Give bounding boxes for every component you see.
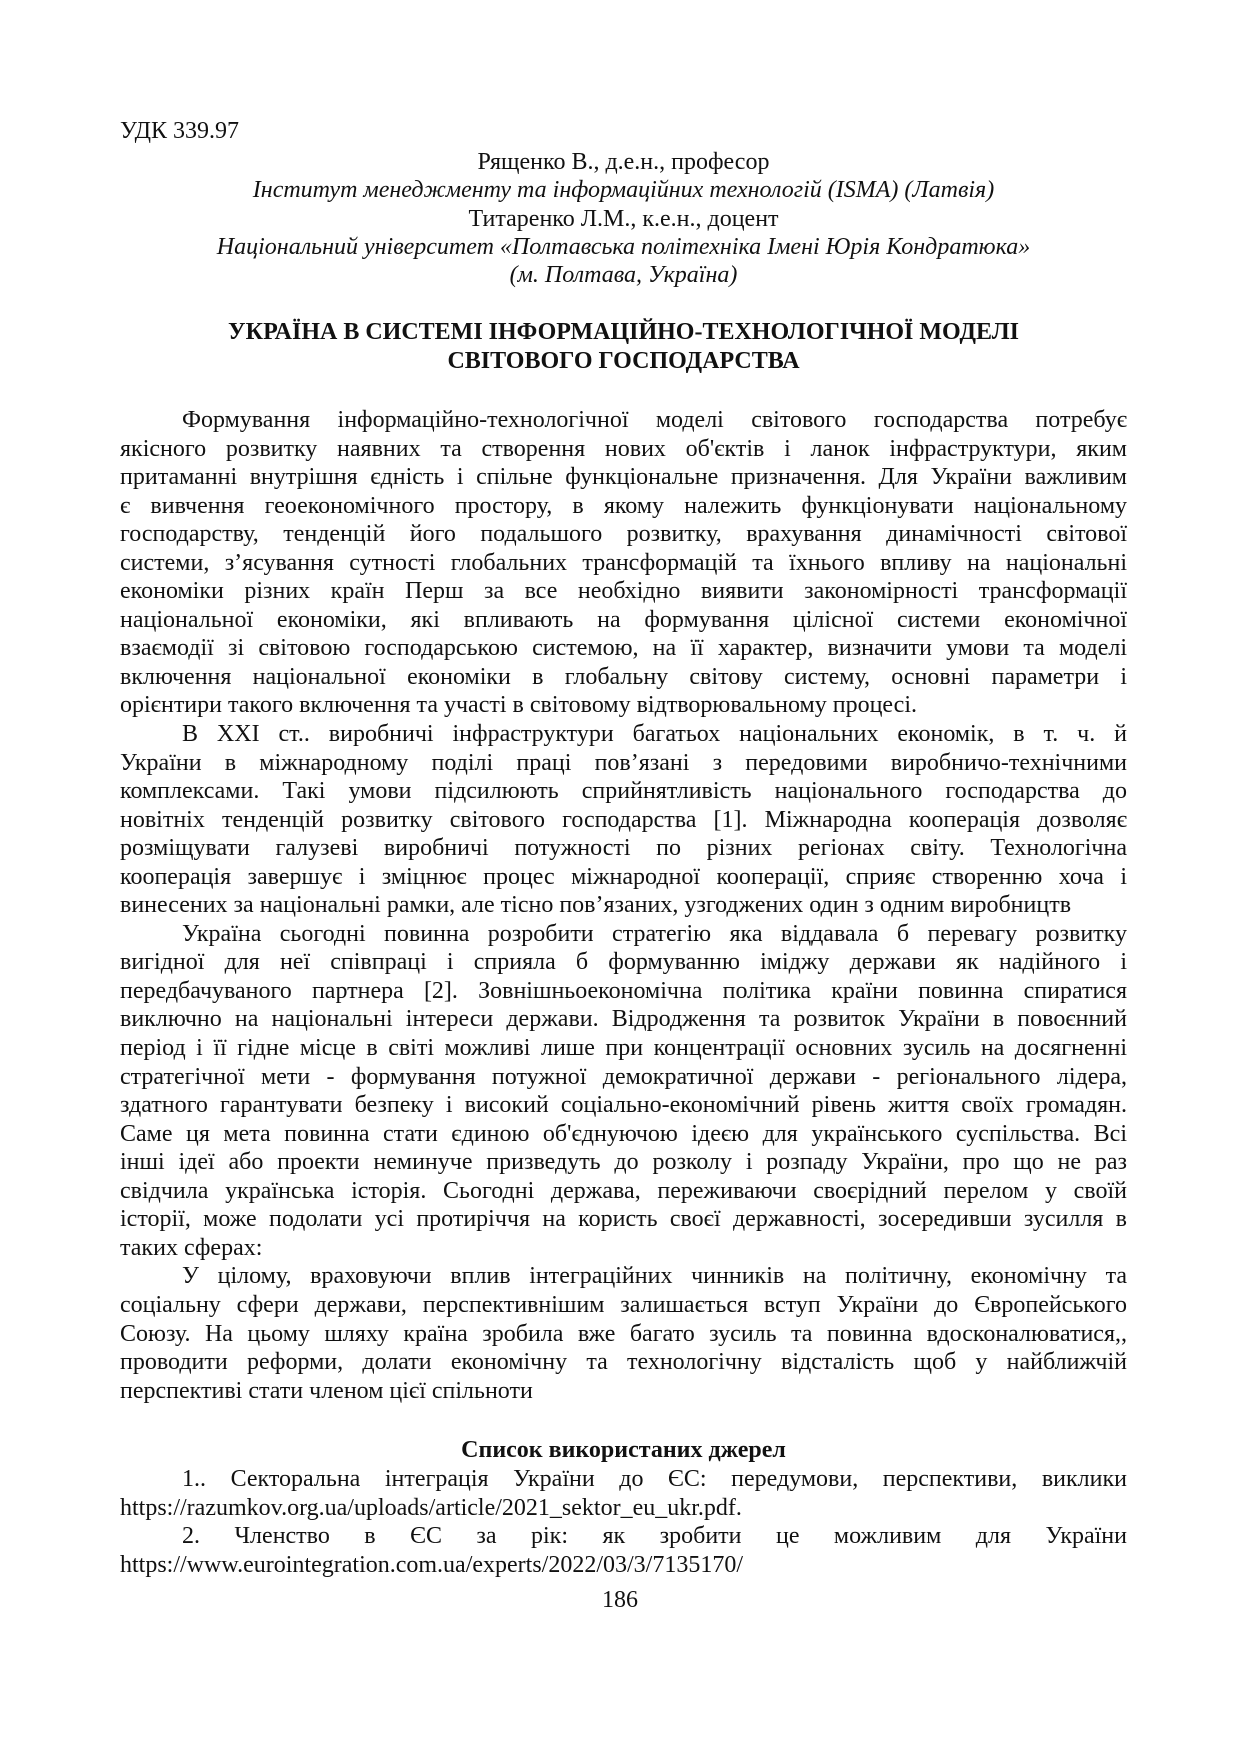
text-line: притаманні внутрішня єдність і спільне функціональне призначення. Для України важливим bbox=[120, 464, 1127, 491]
text-line: Україна сьогодні повинна розробити стратегію яка віддавала б перевагу розвитку bbox=[182, 920, 1127, 947]
paragraph bbox=[120, 1262, 1127, 1405]
text-line: комплексами. Такі умови підсилюють сприйнятливість національного господарства до bbox=[120, 778, 1127, 805]
text-line: У цілому, враховуючи вплив інтеграційних чинників на політичну, економічну та bbox=[182, 1263, 1127, 1290]
text-line: здатного гарантувати безпеку і високий соціально-економічний рівень життя своїх громадян. bbox=[120, 1092, 1127, 1119]
author-1-affiliation: Інститут менеджменту та інформаційних технологій (ISMA) (Латвія) bbox=[252, 177, 995, 204]
text-line: винесених за національні рамки, але тісно пов’язаних, узгоджених один з одним виробництв bbox=[120, 892, 1072, 919]
references-heading: Список використаних джерел bbox=[461, 1437, 786, 1463]
text-line: є вивчення геоекономічного простору, в якому належить функціонувати національному bbox=[120, 492, 1127, 519]
author-1-name: Рященко В., д.е.н., професор bbox=[477, 149, 770, 175]
author-2-name: Титаренко Л.М., к.е.н., доцент bbox=[468, 205, 779, 232]
text-line: економіки різних країн Перш за все необхідно виявити закономірності трансформації bbox=[120, 578, 1127, 605]
authors-block bbox=[120, 148, 1127, 289]
author-2-affiliation: Національний університет «Полтавська політехніка Імені Юрія Кондратюка» bbox=[216, 233, 1031, 260]
article-title bbox=[120, 318, 1127, 376]
text-line: перспективі стати членом цієї спільноти bbox=[120, 1377, 533, 1404]
text-line: стратегічної мети - формування потужної демократичної держави - регіонального лідера, bbox=[120, 1063, 1127, 1090]
text-line: період і її гідне місце в світі можливі лише при концентрації основних зусиль на досягненні bbox=[120, 1035, 1127, 1062]
reference-item bbox=[120, 1465, 1127, 1522]
text-line: національної економіки, які впливають на формування цілісної системи економічної bbox=[120, 606, 1127, 633]
text-line: орієнтири такого включення та участі в світовому відтворювальному процесі. bbox=[120, 692, 917, 719]
article-body bbox=[120, 406, 1127, 1405]
text-line: виключно на національні інтереси держави. Відродження та розвиток України в повоєнний bbox=[120, 1006, 1127, 1033]
text-line: інші ідеї або проекти неминуче призведуть до розколу і розпаду України, про що не раз bbox=[120, 1149, 1127, 1176]
text-line: соціальну сфери держави, перспективнішим залишається вступ України до Європейського bbox=[120, 1291, 1127, 1318]
title-line: СВІТОВОГО ГОСПОДАРСТВА bbox=[447, 348, 800, 374]
text-line: історії, може подолати усі протиріччя на користь своєї державності, зосередивши зусилля в bbox=[120, 1206, 1127, 1233]
page-number: 186 bbox=[602, 1587, 638, 1613]
text-line: свідчила українська історія. Сьогодні держава, переживаючи своєрідний перелом у своїй bbox=[120, 1177, 1127, 1204]
text-line: передбачуваного партнера [2]. Зовнішньоекономічна політика країни повинна спиратися bbox=[120, 977, 1127, 1004]
text-line: вигідної для неї співпраці і сприяла б формуванню іміджу держави як надійного і bbox=[120, 949, 1127, 976]
text-line: новітніх тенденцій розвитку світового господарства [1]. Міжнародна кооперація дозволяє bbox=[120, 806, 1127, 833]
title-line: УКРАЇНА В СИСТЕМІ ІНФОРМАЦІЙНО-ТЕХНОЛОГІЧНОЇ МОДЕЛІ bbox=[228, 319, 1019, 345]
text-line: В XXI ст.. виробничі інфраструктури багатьох національних економік, в т. ч. й bbox=[182, 721, 1127, 748]
paragraph bbox=[120, 720, 1127, 920]
text-line: 2. Членство в ЄС за рік: як зробити це можливим для України bbox=[182, 1523, 1127, 1549]
text-line: якісного розвитку наявних та створення нових об'єктів і ланок інфраструктури, яким bbox=[120, 435, 1127, 462]
references-list bbox=[120, 1465, 1127, 1579]
text-line: господарству, тенденцій його подальшого розвитку, врахування динамічності світової bbox=[120, 521, 1127, 548]
text-line: https://www.eurointegration.com.ua/experts/2022/03/3/7135170/ bbox=[120, 1551, 744, 1578]
text-line: проводити реформи, долати економічну та технологічну відсталість щоб у найближчій bbox=[120, 1349, 1127, 1376]
paragraph bbox=[120, 406, 1127, 720]
text-line: України в міжнародному поділі праці пов’язані з передовими виробничо-технічними bbox=[120, 749, 1127, 776]
author-2-location: (м. Полтава, Україна) bbox=[509, 262, 738, 289]
paragraph bbox=[120, 920, 1127, 1263]
udk-code: УДК 339.97 bbox=[120, 118, 239, 144]
text-line: Саме ця мета повинна стати єдиною об'єднуючою ідеєю для українського суспільства. Всі bbox=[120, 1120, 1127, 1147]
text-line: таких сферах: bbox=[120, 1234, 263, 1261]
reference-item bbox=[120, 1522, 1127, 1579]
text-line: 1.. Секторальна інтеграція України до ЄС: передумови, перспективи, виклики bbox=[182, 1466, 1127, 1492]
text-line: взаємодії зі світовою господарською системою, на її характер, визначити умови та моделі bbox=[120, 635, 1127, 662]
text-line: включення національної економіки в глобальну світову систему, основні параметри і bbox=[120, 663, 1127, 690]
text-line: системи, з’ясування сутності глобальних трансформацій та їхнього впливу на національні bbox=[120, 549, 1127, 576]
text-line: розміщувати галузеві виробничі потужності по різних регіонах світу. Технологічна bbox=[120, 835, 1127, 862]
text-line: Формування інформаційно-технологічної моделі світового господарства потребує bbox=[182, 407, 1127, 433]
text-line: кооперація завершує і зміцнює процес міжнародної кооперації, сприяє створенню хоча і bbox=[120, 863, 1127, 890]
text-line: Союзу. На цьому шляху країна зробила вже багато зусиль та повинна вдосконалюватися,, bbox=[120, 1320, 1127, 1347]
text-line: https://razumkov.org.ua/uploads/article/2021_sektor_eu_ukr.pdf. bbox=[120, 1494, 742, 1521]
